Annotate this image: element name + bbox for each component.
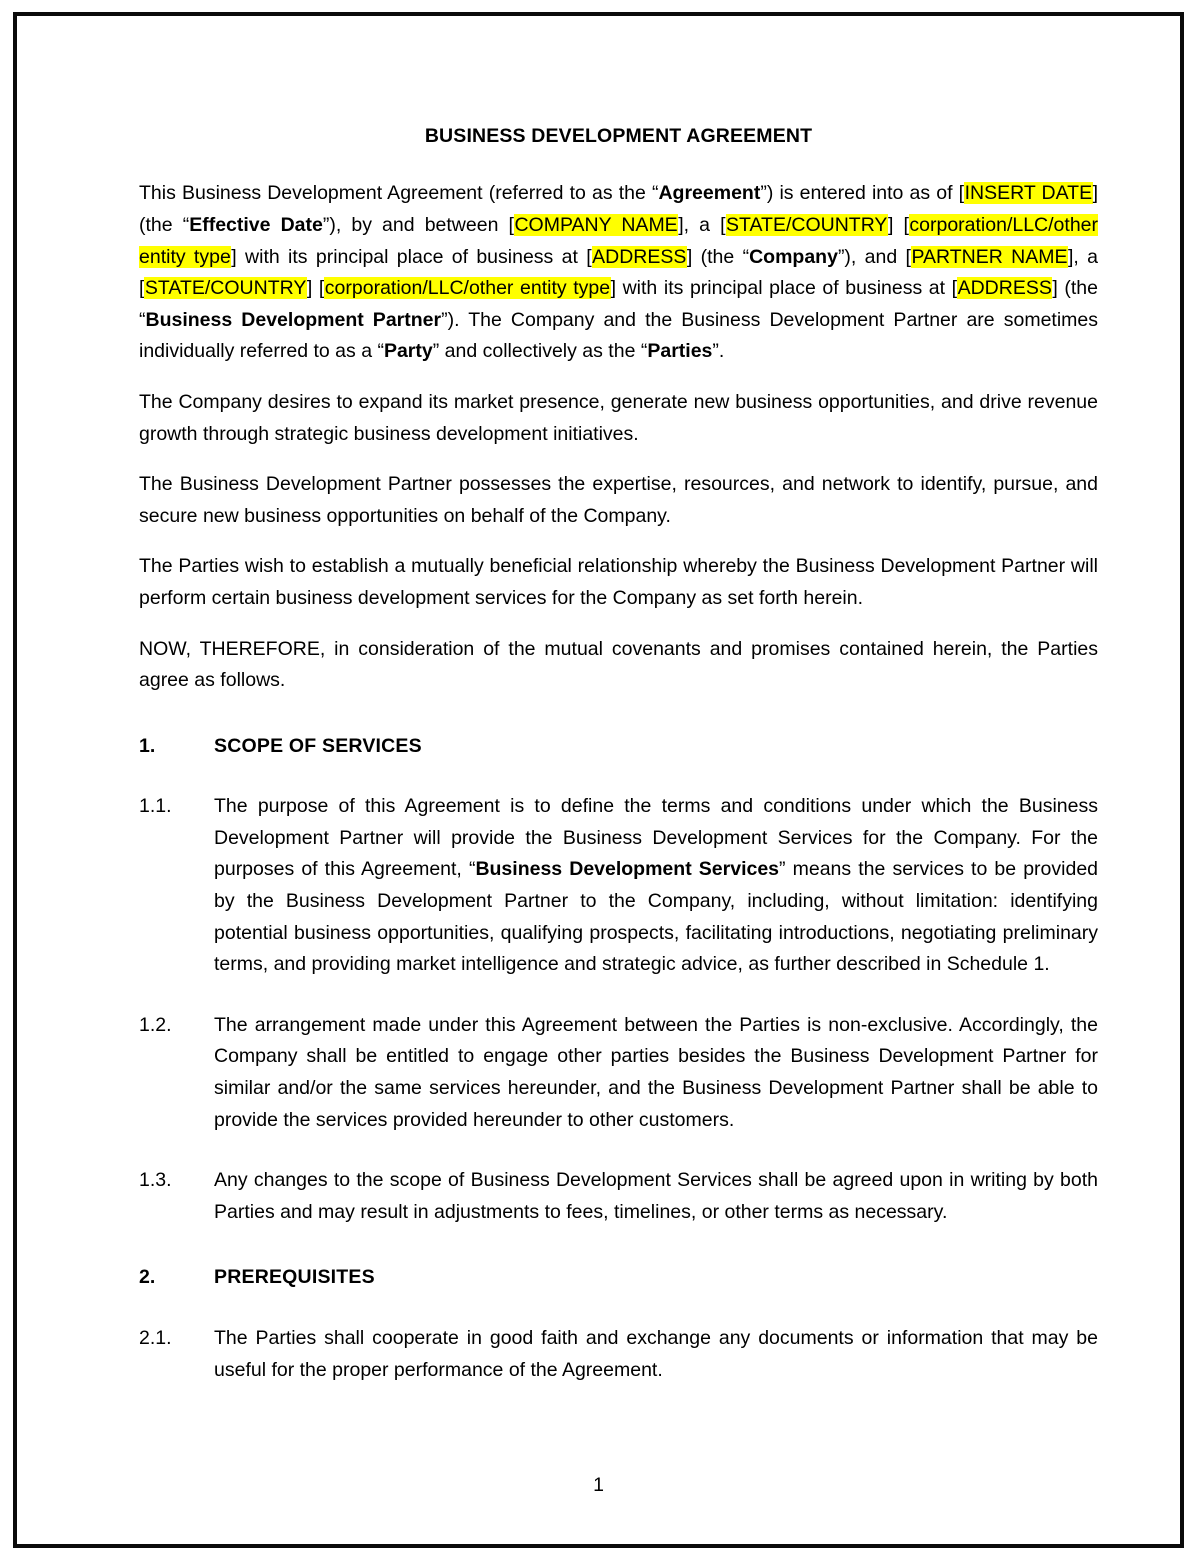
section-heading-scope-of-services: [139, 731, 1098, 763]
placeholder-company-state-country: STATE/COUNTRY: [726, 213, 888, 236]
section-title: SCOPE OF SERVICES: [214, 734, 422, 757]
preamble-paragraph-parties: [139, 178, 1098, 368]
placeholder-partner-name: PARTNER NAME: [911, 245, 1068, 268]
clause-text: The Parties shall cooperate in good faith and exchange any documents or information that may be useful for the proper performance of the Agreement.: [214, 1327, 1098, 1381]
recital-paragraph-parties-wish: The Parties wish to establish a mutually beneficial relationship whereby the Business Development Partner will perform certain business development services for the Company as set forth herein.: [139, 555, 1098, 609]
clause-2-1: [139, 1323, 1098, 1386]
clause-1-2: [139, 1010, 1098, 1136]
text-run: The purpose of this Agreement is to define the terms and conditions under which the Business Development Partner will provide the Business Development Services for the Company. For the purposes of this Agreement, “: [214, 795, 1098, 881]
document-page-frame: [13, 12, 1184, 1548]
clause-number: 2.1.: [139, 1327, 172, 1349]
text-run: ] [: [306, 277, 325, 300]
recital-paragraph-company-desires: The Company desires to expand its market presence, generate new business opportunities, and drive revenue growth through strategic business development initiatives.: [139, 390, 1098, 445]
clause-number: 1.3.: [139, 1169, 172, 1192]
placeholder-company-name: COMPANY NAME: [514, 213, 678, 236]
text-run: ] (the “: [139, 182, 1098, 236]
section-number: 1.: [139, 734, 156, 757]
text-run: ”). The Company and the Business Development Partner are sometimes individually referred to as a “: [139, 308, 1098, 363]
text-run: ” means the services to be provided by the Business Development Partner to the Company, including, without limitation: identifying potential business opportunities, qualifying prospects, facilitating introductions, negotiating preliminary terms, and providing market intelligence and strategic advice, as further described in Schedule 1.: [214, 858, 1099, 976]
document-body: [139, 124, 1098, 1386]
section-number: 2.: [139, 1266, 156, 1289]
clause-1-1: [139, 791, 1098, 981]
defined-term-company: Company: [749, 245, 838, 268]
text-run: ] (the “: [686, 245, 750, 268]
text-run: ] (the “: [139, 277, 1098, 331]
placeholder-insert-date: INSERT DATE: [964, 182, 1093, 205]
page-title: BUSINESS DEVELOPMENT AGREEMENT: [424, 125, 813, 147]
recital-paragraph-now-therefore: NOW, THEREFORE, in consideration of the mutual covenants and promises contained herein, the Parties agree as follows.: [139, 637, 1098, 692]
clause-text: [214, 791, 1098, 981]
text-run: ], a [: [139, 245, 1099, 300]
placeholder-partner-address: ADDRESS: [957, 277, 1052, 300]
recital-paragraph-partner-expertise: The Business Development Partner possesses the expertise, resources, and network to identify, pursue, and secure new business opportunities on behalf of the Company.: [139, 473, 1098, 527]
text-run: ”), by and between [: [322, 213, 514, 236]
defined-term-business-development-services: Business Development Services: [475, 858, 780, 881]
section-title: PREREQUISITES: [214, 1266, 375, 1289]
text-run: ” and collectively as the “: [432, 340, 648, 363]
defined-term-party: Party: [383, 340, 433, 363]
page-number-footer: 1: [593, 1474, 604, 1496]
defined-term-effective-date: Effective Date: [189, 213, 323, 236]
clause-text: The arrangement made under this Agreement between the Parties is non-exclusive. Accordingly, the Company shall be entitled to engage other parties besides the Business Development Partner for similar and/or the same services hereunder, and the Business Development Partner shall be able to provide the services provided hereunder to other customers.: [214, 1013, 1098, 1131]
section-heading-prerequisites: [139, 1262, 1098, 1294]
text-run: This Business Development Agreement (referred to as the “: [139, 182, 659, 205]
placeholder-company-entity-type: corporation/LLC/other entity type: [139, 213, 1099, 268]
text-run: ] with its principal place of business at [: [231, 245, 592, 268]
text-run: ”), and [: [837, 245, 911, 268]
text-run: ], a [: [678, 213, 726, 236]
clause-number: 1.1.: [139, 795, 172, 818]
defined-term-agreement: Agreement: [658, 182, 761, 205]
clause-text: Any changes to the scope of Business Development Services shall be agreed upon in writing by both Parties and may result in adjustments to fees, timelines, or other terms as necessary.: [214, 1169, 1098, 1223]
text-run: ] [: [887, 213, 909, 236]
defined-term-business-development-partner: Business Development Partner: [145, 308, 442, 331]
text-run: ] with its principal place of business at [: [610, 277, 958, 300]
placeholder-company-address: ADDRESS: [592, 245, 687, 268]
text-run: ”.: [712, 340, 725, 363]
placeholder-partner-state-country: STATE/COUNTRY: [144, 277, 307, 300]
placeholder-partner-entity-type: corporation/LLC/other entity type: [324, 277, 611, 300]
text-run: ”) is entered into as of [: [760, 182, 965, 205]
defined-term-parties: Parties: [647, 340, 713, 363]
clause-number: 1.2.: [139, 1013, 172, 1036]
clause-1-3: [139, 1165, 1098, 1228]
